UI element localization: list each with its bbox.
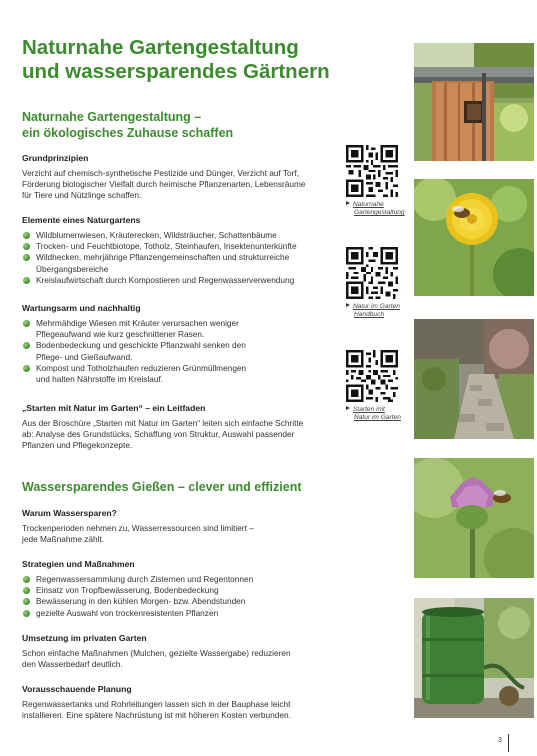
subheading: Warum Wassersparen? xyxy=(22,508,117,518)
block-warum: Warum Wassersparen? Trockenperioden nehmen zu, Wasserressourcen sind limitiert – jede Maßnahme zählt. xyxy=(22,508,332,545)
list-item: Einsatz von Tropfbewässerung, Bodenbedeckung xyxy=(22,585,332,596)
photo-dandelion-bee xyxy=(414,179,534,296)
list-item: Kreislaufwirtschaft durch Kompostieren und Regenwasserverwendung xyxy=(22,275,332,286)
list-item: Trocken- und Feuchtbiotope, Totholz, Steinhaufen, Insektenunterkünfte xyxy=(22,241,332,252)
qr-code-icon[interactable] xyxy=(346,350,398,402)
qr-link-3[interactable]: Starten mit Natur im Garten xyxy=(346,406,401,423)
subheading: Strategien und Maßnahmen xyxy=(22,559,135,569)
list-item: Wildhecken, mehrjährige Pflanzengemeinschaften und strukturreiche Übergangsbereiche xyxy=(22,252,332,274)
block-wartungsarm xyxy=(22,303,332,385)
block-leitfaden: „Starten mit Natur im Garten“ – ein Leitfaden Aus der Broschüre „Starten mit Natur im Garten“ leiten sich einfache Schritte ab: Analyse des Grundstücks, Schaffung von Struktur, Auswahl passender Pflanzen und Pflegekonzepte. xyxy=(22,403,332,452)
qr-block-1 xyxy=(346,145,405,218)
block-grundprinzipien: Grundprinzipien Verzicht auf chemisch-synthetische Pestizide und Dünger, Verzicht auf Torf, Förderung biologischer Vielfalt durch heimische Pflanzenarten, Lebensräume für Tiere und Nützlinge schaffen. xyxy=(22,153,332,202)
bullet-icon xyxy=(23,365,30,372)
qr-code-icon[interactable] xyxy=(346,247,398,299)
arrow-icon xyxy=(346,201,350,205)
subheading: Grundprinzipien xyxy=(22,153,89,163)
list-item: Bodenbedeckung und geschickte Pflanzwahl senken den Pflege- und Gießaufwand. xyxy=(22,340,332,362)
subheading: „Starten mit Natur im Garten“ – ein Leitfaden xyxy=(22,403,206,413)
photo-rain-barrel xyxy=(414,598,534,718)
subheading: Elemente eines Naturgartens xyxy=(22,215,141,225)
bullet-icon xyxy=(23,610,30,617)
bullet-icon xyxy=(23,277,30,284)
list-item: gezielte Auswahl von trockenresistenten Pflanzen xyxy=(22,608,332,619)
qr-block-3 xyxy=(346,350,401,423)
page-title: Naturnahe Gartengestaltung und wassersparendes Gärtnern xyxy=(22,36,330,83)
block-strategien xyxy=(22,559,332,619)
block-elemente xyxy=(22,215,332,286)
list-item: Regenwassersammlung durch Zisternen und Regentonnen xyxy=(22,574,332,585)
page-number: 3 xyxy=(498,737,502,744)
qr-code-icon[interactable] xyxy=(346,145,398,197)
photo-insect-hotel xyxy=(414,43,534,161)
bullet-icon xyxy=(23,243,30,250)
arrow-icon xyxy=(346,303,350,307)
bullet-icon xyxy=(23,232,30,239)
block-umsetzung: Umsetzung im privaten Garten Schon einfache Maßnahmen (Mulchen, gezielte Wassergabe) reduzieren den Wasserbedarf deutlich. xyxy=(22,633,332,670)
bullet-icon xyxy=(23,320,30,327)
qr-block-2 xyxy=(346,247,400,320)
page-number-divider xyxy=(508,734,509,752)
bullet-icon xyxy=(23,587,30,594)
section-heading-naturgarten: Naturnahe Gartengestaltung – ein ökologisches Zuhause schaffen xyxy=(22,110,234,140)
subheading: Vorausschauende Planung xyxy=(22,684,132,694)
subheading: Umsetzung im privaten Garten xyxy=(22,633,147,643)
list-item: Bewässerung in den kühlen Morgen- bzw. Abendstunden xyxy=(22,596,332,607)
photo-thistle-bee xyxy=(414,458,534,578)
bullet-icon xyxy=(23,342,30,349)
subheading: Wartungsarm und nachhaltig xyxy=(22,303,141,313)
block-planung: Vorausschauende Planung Regenwassertanks und Rohrleitungen lassen sich in der Bauphase leicht installieren. Eine spätere Nachrüstung ist mit höheren Kosten verbunden. xyxy=(22,684,332,721)
section-heading-wassersparen: Wassersparendes Gießen – clever und effizient xyxy=(22,480,302,494)
list-item: Mehrmähdige Wiesen mit Kräuter verursachen weniger Pflegeaufwand wie kurz geschnittener Rasen. xyxy=(22,318,332,340)
list-item: Wildblumenwiesen, Kräuterecken, Wildsträucher, Schattenbäume xyxy=(22,230,332,241)
bullet-icon xyxy=(23,576,30,583)
list-item: Kompost und Totholzhaufen reduzieren Grünmüllmengen und halten Nährstoffe im Kreislauf. xyxy=(22,363,332,385)
qr-link-2[interactable]: Natur im Garten Handbuch xyxy=(346,303,400,320)
arrow-icon xyxy=(346,406,350,410)
bullet-icon xyxy=(23,598,30,605)
qr-link-1[interactable]: Naturnahe Gartengestaltung xyxy=(346,201,405,218)
photo-garden-path xyxy=(414,319,534,439)
bullet-icon xyxy=(23,254,30,261)
